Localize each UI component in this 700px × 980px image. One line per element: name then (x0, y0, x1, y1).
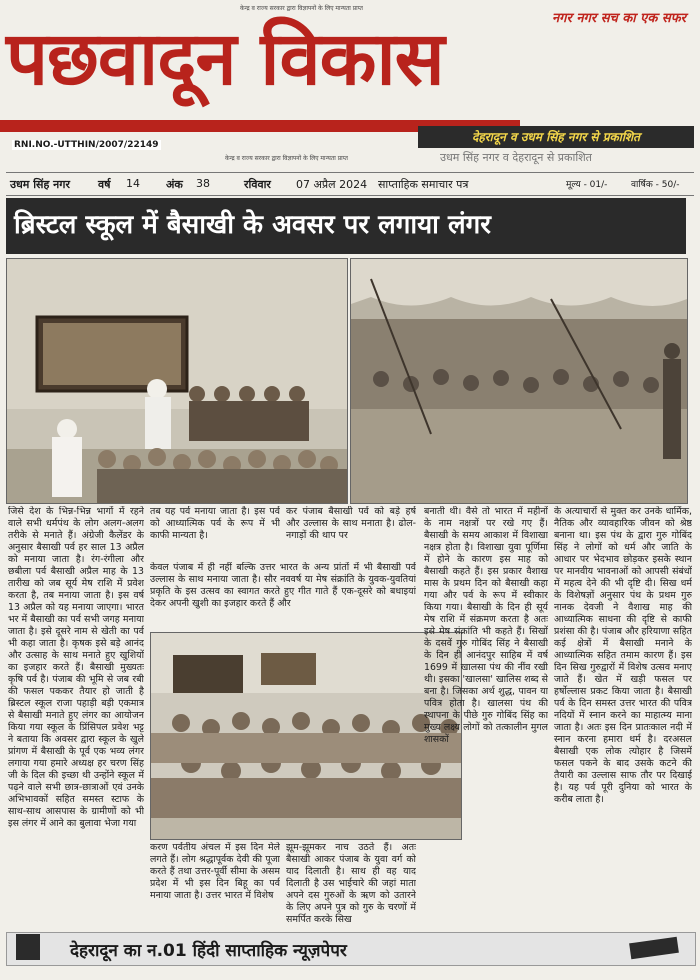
article-bottom-right: झूम-झूमकर नाच उठते हैं। अतः बैसाखी आकर पंजाब के युवा वर्ग को याद दिलाती है। साथ ही वह याद दिलाती है उस भाईचारे की जहां माता अपने दस गुरुओं के ऋण को उतारने के लिए अपने पुत्र को गुरु के चरणों में समर्पित करके सिख (286, 842, 416, 925)
photo-langar-tent-crowd (350, 258, 688, 504)
price: मूल्य - 01/- (566, 180, 608, 190)
masthead-tagline-top: केन्द्र व राज्य सरकार द्वारा विज्ञापनों के लिए मान्यता प्राप्त (240, 5, 363, 12)
paper-type: साप्ताहिक समाचार पत्र (378, 178, 469, 191)
article-column-4: बनाती थी। वैसे तो भारत में महीनों के नाम नक्षत्रों पर रखे गए हैं। बैसाखी के समय आकाश में विशाखा नक्षत्र होता है। विशाखा युवा पूर्णिमा में होने के कारण इस माह को बैसाखी कहते हैं। इस प्रकार वैशाख मास के प्रथम दिन को बैसाखी कहा गया और पर्व के रूप में स्वीकार किया गया। बैसाखी के दिन ही सूर्य मेष राशि में संक्रमण करता है अतः इसे मेष संक्रांति भी कहते हैं। सिखों के दसवें गुरु गोबिंद सिंह ने बैसाखी के दिन ही आनंदपुर साहिब में वर्ष 1699 में खालसा पंथ की नींव रखी थी। इसका 'खालसा' खालिस शब्द से बना है। जिसका अर्थ शुद्ध, पावन या पवित्र होता है। खालसा पंथ की स्थापना के पीछे गुरु गोबिंद सिंह का मुख्य लक्ष्य लोगों को तत्कालीन मुगल शासकों (424, 506, 548, 745)
article-column-1: जिसे देश के भिन्न-भिन्न भागों में रहने वाले सभी धर्मपंथ के लोग अलग-अलग तरीके से मनाते हैं। अंग्रेजी कैलेंडर के अनुसार बैसाखी पर्व हर साल 13 अप्रैल को मनाया जाता है। रंग-रंगीला और छबीला पर्व बैसाखी अप्रैल माह के 13 तारीख को जब सूर्य मेष राशि में प्रवेश करता है, तब मनाया जाता है। इस वर्ष 13 अप्रैल को यह मनाया जाएगा। भारत भर में बैसाखी का पर्व सभी जगह मनाया जाता है। इसे दूसरे नाम से खेती का पर्व भी कहा जाता है। कृषक इसे बड़े आनंद और उत्साह के साथ मनाते हुए खुशियों का इजहार करते हैं। बैसाखी मुख्यतः कृषि पर्व है। पंजाब की भूमि से जब रबी की फसल पककर तैयार हो जाती है ब्रिस्टल स्कूल राजा पहाड़ी बड़ी एकमात्र से बैसाखी मनाते हुए लंगर का आयोजन किया गया स्कूल के प्रिंसिपल प्रवेश भट्ट ने बताया कि अवसर द्वारा स्कूल के खुले प्रांगण में बैसाखी के पूर्व एक भव्य लंगर लगाया गया हमारे अध्यक्ष हर चरण सिंह जी के दिल की इच्छा थी उन्होंने स्कूल में पढ़ने वाले सभी छात्र-छात्राओं एवं उनके अभिभावकों सहित समस्त स्टाफ के साथ-साथ आसपास के ग्रामीणों को भी इस लंगर में आने का बुलावा भेजा गया (8, 506, 144, 829)
day: रविवार (244, 178, 271, 191)
photo-langar-seated-children (6, 258, 348, 504)
headline: ब्रिस्टल स्कूल में बैसाखी के अवसर पर लगाया लंगर (14, 210, 491, 240)
newspaper-title: पछवादून विकास (6, 16, 444, 102)
issue-value: 38 (196, 177, 210, 190)
article-column-3-top: कर पंजाब बैसाखी पर्व को बड़े हर्ष और उल्लास के साथ मनाता है। ढोल-नगाड़ों की थाप पर (286, 506, 416, 541)
year-value: 14 (126, 177, 140, 190)
footer-left-icon (16, 934, 40, 960)
registration-number: RNI.NO.-UTTHIN/2007/22149 (14, 140, 159, 150)
published-from-strip: देहरादून व उधम सिंह नगर से प्रकाशित (418, 126, 694, 148)
issue-label: अंक (166, 178, 183, 191)
masthead-tagline-bottom: केन्द्र व राज्य सरकार द्वारा विज्ञापनों के लिए मान्यता प्राप्त (225, 155, 348, 162)
article-column-2-top: तब यह पर्व मनाया जाता है। इस पर्व को आध्यात्मिक पर्व के रूप में भी काफी मान्यता है। (150, 506, 280, 541)
year-label: वर्ष (98, 178, 111, 191)
article-bottom-left: करण पर्वतीय अंचल में इस दिन मेले लगते हैं। लोग श्रद्धापूर्वक देवी की पूजा करते हैं तथा उत्तर-पूर्वी सीमा के असम प्रदेश में भी इस दिन बिहू का पर्व मनाया जाता है। उत्तर भारत में विशेष (150, 842, 280, 901)
annual-price: वार्षिक - 50/- (631, 180, 680, 190)
city: उधम सिंह नगर (10, 178, 70, 191)
article-column-5: के अत्याचारों से मुक्त कर उनके धार्मिक, नैतिक और व्यावहारिक जीवन को श्रेष्ठ बनाना था। इस पंथ के द्वारा गुरु गोबिंद सिंह ने लोगों को धर्म और जाति के आधार पर भेदभाव छोड़कर इसके स्थान पर मानवीय भावनाओं को आपसी संबंधों में महत्व देने की भी दृष्टि दी। सिख धर्म के विशेषज्ञों अनुसार पंथ के प्रथम गुरु नानक देवजी ने वैशाख माह की आध्यात्मिक साधना की दृष्टि से काफी प्रशंसा की है। पंजाब और हरियाणा सहित कई क्षेत्रों में बैसाखी मनाने के आध्यात्मिक सहित तमाम कारण हैं। इस दिन सिख गुरुद्वारों में विशेष उत्सव मनाए जाते हैं। खेत में खड़ी फसल पर हर्षोल्लास प्रकट किया जाता है। बैसाखी पर्व के दिन समस्त उत्तर भारत की पवित्र नदियों में स्नान करने का माहात्म्य माना जाता है। अतः इस दिन प्रातःकाल नदी में स्नान करना हमारा धर्म है। दरअसल बैसाखी एक लोक त्योहार है जिसमें फसल पकने के बाद उसके कटने की तैयारी का उल्लास साफ तौर पर दिखाई है। यह पर्व पूरी दुनिया को भारत के करीब लाता है। (554, 506, 692, 805)
footer-text: देहरादून का न.01 हिंदी साप्ताहिक न्यूज़पेपर (70, 941, 347, 961)
photo-langar-women-seated (150, 632, 462, 840)
article-column-2-3-mid: केवल पंजाब में ही नहीं बल्कि उत्तर भारत के अन्य प्रांतों में भी बैसाखी पर्व उल्लास के साथ मनाया जाता है। सौर नववर्ष या मेष संक्रांति के युवक-युवतियां प्रकृति के इस उत्सव का स्वागत करते हुए गीत गाते हैं एक-दूसरे को बधाइयां देकर अपनी खुशी का इजहार करते हैं और (150, 562, 416, 609)
issue-info-bar (6, 172, 694, 196)
published-from-echo: उधम सिंह नगर व देहरादून से प्रकाशित (440, 151, 592, 164)
masthead-slogan: नगर नगर सच का एक सफर (551, 11, 686, 26)
date: 07 अप्रैल 2024 (296, 178, 368, 191)
